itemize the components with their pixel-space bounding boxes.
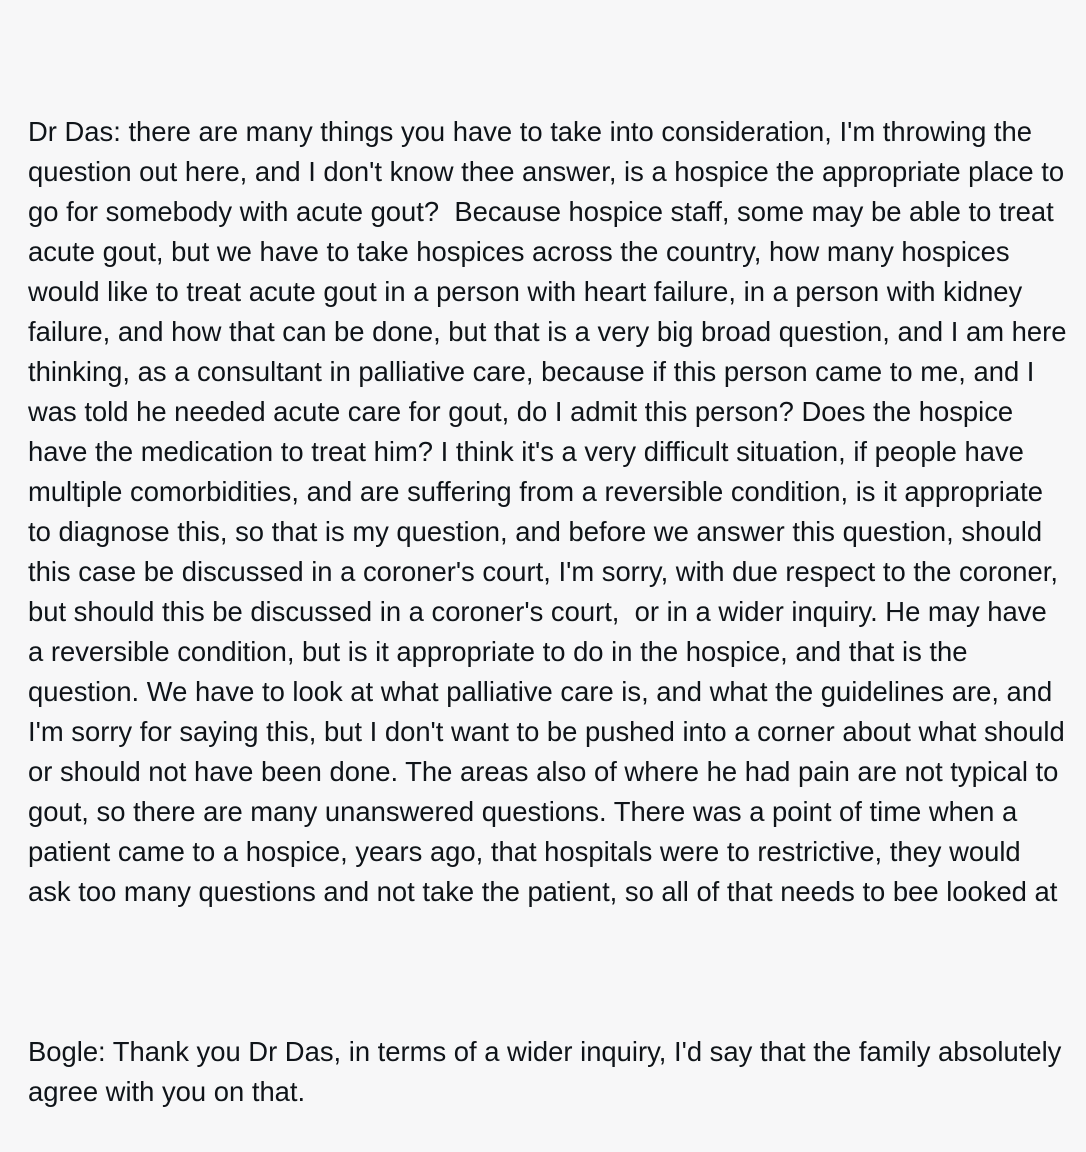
- paragraph-dr-das: Dr Das: there are many things you have to take into consideration, I'm throwing the question out here, and I don't know thee answer, is a hospice the appropriate place to go for somebody with acute gout? Because hospice staff, some may be able to treat acute gout, but we have to take hospices across the country, how many hospices would like to treat acute gout in a person with heart failure, in a person with kidney failure, and how that can be done, but that is a very big broad question, and I am here thinking, as a consultant in palliative care, because if this person came to me, and I was told he needed acute care for gout, do I admit this person? Does the hospice have the medication to treat him? I think it's a very difficult situation, if people have multiple comorbidities, and are suffering from a reversible condition, is it appropriate to diagnose this, so that is my question, and before we answer this question, should this case be discussed in a coroner's court, I'm sorry, with due respect to the coroner, but should this be discussed in a coroner's court, or in a wider inquiry. He may have a reversible condition, but is it appropriate to do in the hospice, and that is the question. We have to look at what palliative care is, and what the guidelines are, and I'm sorry for saying this, but I don't want to be pushed into a corner about what should or should not have been done. The areas also of where he had pain are not typical to gout, so there are many unanswered questions. There was a point of time when a patient came to a hospice, years ago, that hospitals were to restrictive, they would ask too many questions and not take the patient, so all of that needs to bee looked at: [28, 116, 1075, 907]
- post-text: [28, 32, 1075, 1152]
- paragraph-bogle: Bogle: Thank you Dr Das, in terms of a wider inquiry, I'd say that the family absolutely agree with you on that.: [28, 1036, 1069, 1107]
